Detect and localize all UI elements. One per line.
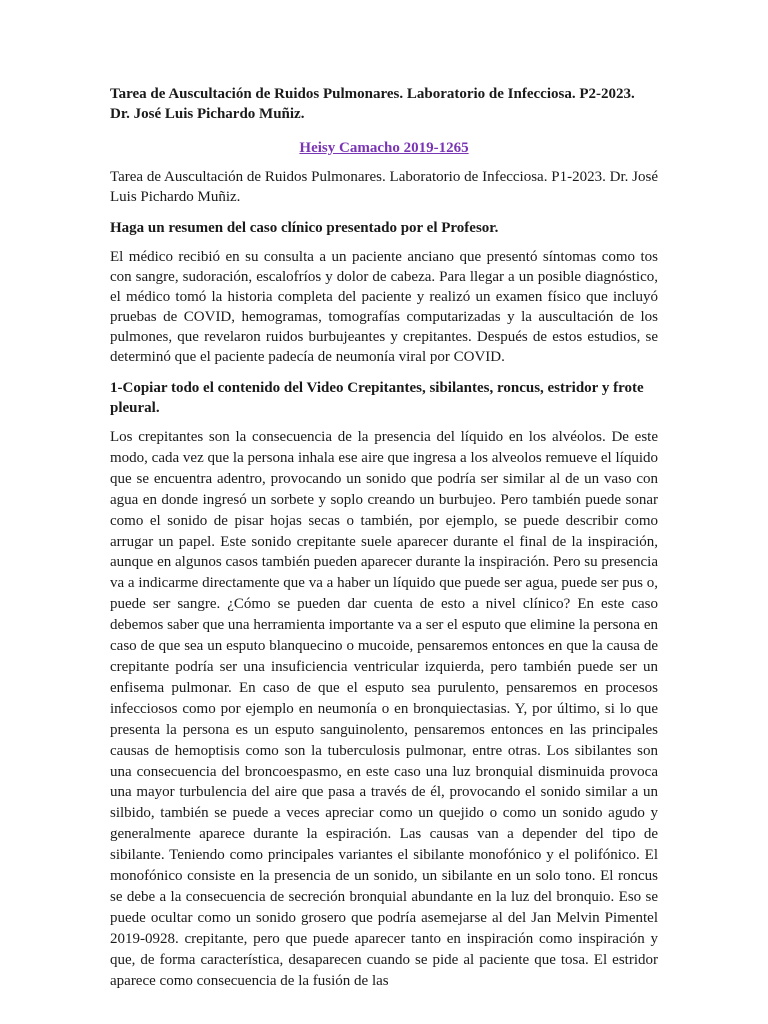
- section1-paragraph: Los crepitantes son la consecuencia de la presencia del líquido en los alvéolos. De este modo, cada vez que la persona inhala ese aire que ingresa a los alveolos remueve el líquido que se encuentra adentro, provocando un sonido que podría ser similar al de un vaso con agua en donde ingresó un sorbete y soplo creando un burbujeo. Pero también puede sonar como el sonido de pisar hojas secas o también, por ejemplo, se puede describir como arrugar un papel. Este sonido crepitante suele aparecer durante el final de la inspiración, aunque en algunos casos también pueden aparecer durante la inspiración. Pero su presencia va a indicarme directamente que va a haber un líquido que puede ser agua, puede ser pus o, puede ser sangre. ¿Cómo se pueden dar cuenta de esto a nivel clínico? En este caso debemos saber que una herramienta importante va a ser el esputo que elimine la persona en caso de que sea un esputo blanquecino o mucoide, pensaremos entonces en que la causa de crepitante podría ser una insuficiencia ventricular izquierda, pero también puede ser un enfisema pulmonar. En caso de que el esputo sea purulento, pensaremos en procesos infecciosos como por ejemplo en neumonía o en bronquiectasias. Y, por último, si lo que presenta la persona es un esputo sanguinolento, pensaremos entonces en las principales causas de hemoptisis como son la tuberculosis pulmonar, entre otras. Los sibilantes son una consecuencia del broncoespasmo, en este caso una luz bronquial disminuida provoca una mayor turbulencia del aire que pasa a través de él, provocando el sonido similar a un silbido, también se puede a veces apreciar como un quejido o como un sonido agudo y generalmente aparece durante la espiración. Las causas van a depender del tipo de sibilante. Teniendo como principales variantes el sibilante monofónico y el polifónico. El monofónico consiste en la presencia de un sonido, un sibilante en un solo tono. El roncus se debe a la consecuencia de secreción bronquial abundante en la luz del bronquio. Eso se puede ocultar como un sonido grosero que podría asemejarse al del Jan Melvin Pimentel 2019-0928. crepitante, pero que puede aparecer tanto en inspiración como inspiración y que, de forma característica, desaparecen cuando se pide al paciente que tosa. El estridor aparece como consecuencia de la fusión de las: [110, 429, 658, 989]
- document-title: Tarea de Auscultación de Ruidos Pulmonares. Laboratorio de Infecciosa. P2-2023. Dr. José Luis Pichardo Muñiz.: [110, 86, 635, 122]
- summary-heading: Haga un resumen del caso clínico presentado por el Profesor.: [110, 220, 499, 236]
- summary-paragraph: El médico recibió en su consulta a un paciente anciano que presentó síntomas como tos con sangre, sudoración, escalofríos y dolor de cabeza. Para llegar a un posible diagnóstico, el médico tomó la historia completa del paciente y realizó un examen físico que incluyó pruebas de COVID, hemogramas, tomografías computarizadas y la auscultación de los pulmones, que revelaron ruidos burbujeantes y crepitantes. Después de estos estudios, se determinó que el paciente padecía de neumonía viral por COVID.: [110, 249, 658, 365]
- section1-heading: 1-Copiar todo el contenido del Video Crepitantes, sibilantes, roncus, estridor y frote pleural.: [110, 380, 644, 416]
- author-link[interactable]: Heisy Camacho 2019-1265: [299, 140, 469, 156]
- document-subtitle: Tarea de Auscultación de Ruidos Pulmonares. Laboratorio de Infecciosa. P1-2023. Dr. José Luis Pichardo Muñiz.: [110, 169, 658, 205]
- document-page: [110, 84, 658, 991]
- author-link-container: [110, 138, 658, 158]
